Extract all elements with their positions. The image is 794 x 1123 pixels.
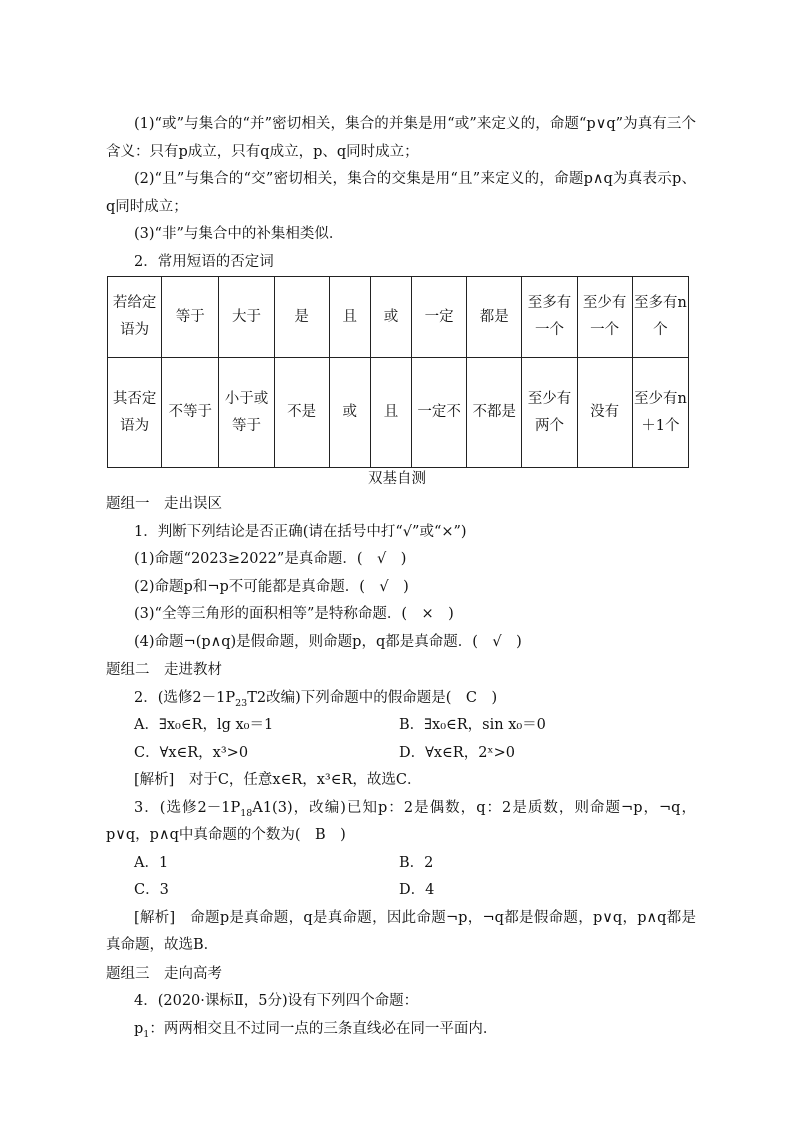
- section-2-title: 2．常用短语的否定词: [134, 253, 274, 270]
- question-1-item: (1)命题“2023≥2022”是真命题．( √ ): [134, 551, 407, 567]
- question-2-options-row-2: [106, 740, 696, 768]
- option-d: D．∀x∈R，2ˣ>0: [399, 744, 515, 761]
- question-1-item: (2)命题p和¬p不可能都是真命题．( √ ): [134, 578, 409, 595]
- p1-label: p: [134, 1020, 144, 1037]
- question-3-analysis: [解析] 命题p是真命题，q是真命题，因此命题¬p，¬q都是假命题，p∨q，p∧q都是真命题，故选B．: [106, 909, 696, 953]
- table-cell: 等于: [162, 277, 219, 358]
- question-1: 1．判断下列结论是否正确(请在括号中打“√”或“×”): [134, 523, 467, 540]
- table-row-negation: [108, 358, 689, 468]
- intro-paragraph-3: (3)“非”与集合中的补集相类似．: [134, 226, 344, 242]
- intro-paragraph-1: (1)“或”与集合的“并”密切相关，集合的并集是用“或”来定义的，命题“p∨q”为真有三个含义：只有p成立，只有q成立，p、q同时成立；: [106, 116, 696, 160]
- table-cell: 至少有两个: [522, 358, 577, 468]
- table-cell: 不都是: [467, 358, 522, 468]
- question-1-item: (4)命题¬(p∧q)是假命题，则命题p，q都是真命题．( √ ): [134, 633, 522, 650]
- question-2-suffix: T2改编)下列命题中的假命题是( C ): [247, 689, 498, 706]
- section-caption: 双基自测: [368, 471, 426, 487]
- question-2-page-sub: 23: [235, 697, 248, 709]
- option-c: C．∀x∈R，x³>0: [134, 744, 249, 761]
- p1-sub: 1: [143, 1028, 150, 1040]
- table-cell: 且: [329, 277, 370, 358]
- p1-text: ：两两相交且不过同一点的三条直线必在同一平面内．: [149, 1020, 498, 1037]
- option-a: A．1: [134, 854, 169, 871]
- question-3: [106, 795, 696, 850]
- intro-paragraph-2: (2)“且”与集合的“交”密切相关，集合的交集是用“且”来定义的，命题p∧q为真表示p、q同时成立；: [106, 171, 696, 215]
- table-cell: 是: [274, 277, 329, 358]
- table-cell: 至少有一个: [577, 277, 632, 358]
- table-cell: 都是: [467, 277, 522, 358]
- table-cell: 或: [329, 358, 370, 468]
- question-1-item: (3)“全等三角形的面积相等”是特称命题．( × ): [134, 606, 454, 622]
- table-cell: 一定不: [412, 358, 467, 468]
- table-row-given: [108, 277, 689, 358]
- question-3-page-sub: 18: [240, 807, 253, 819]
- table-cell: 至少有n＋1个: [632, 358, 688, 468]
- table-cell: 至多有n个: [632, 277, 688, 358]
- table-cell: 不是: [274, 358, 329, 468]
- question-3-prefix: 3．(选修2－1P: [134, 799, 241, 816]
- document-content: [106, 111, 696, 1043]
- table-cell: 一定: [412, 277, 467, 358]
- question-2-options-row-1: [106, 712, 696, 740]
- table-cell: 大于: [219, 277, 274, 358]
- negation-table: [107, 276, 689, 468]
- group-1-title: 题组一 走出误区: [106, 496, 222, 512]
- group-2-title: 题组二 走进教材: [106, 662, 222, 678]
- table-cell: 其否定语为: [108, 358, 162, 468]
- question-2-prefix: 2．(选修2－1P: [134, 689, 236, 706]
- question-3-suffix: A1(3)，改编)已知p：2是偶数，q：2是质数，则命题¬p，¬q，p∨q，p∧q中真命题的个数为( B ): [106, 799, 696, 843]
- question-3-options-row-1: [106, 850, 696, 878]
- question-3-options-row-2: [106, 877, 696, 905]
- question-2: [106, 685, 696, 713]
- table-cell: 不等于: [162, 358, 219, 468]
- table-cell: 小于或等于: [219, 358, 274, 468]
- option-d: D．4: [399, 882, 435, 898]
- table-cell: 若给定语为: [108, 277, 162, 358]
- option-b: B．∃x₀∈R，sin x₀＝0: [399, 717, 546, 733]
- question-4: 4．(2020·课标Ⅱ，5分)设有下列四个命题：: [134, 993, 419, 1009]
- table-cell: 没有: [577, 358, 632, 468]
- option-c: C．3: [134, 882, 169, 898]
- table-cell: 或: [370, 277, 411, 358]
- table-cell: 且: [370, 358, 411, 468]
- group-3-title: 题组三 走向高考: [106, 965, 222, 982]
- proposition-p1: [106, 1016, 696, 1044]
- question-2-analysis: [解析] 对于C，任意x∈R，x³∈R，故选C．: [134, 772, 422, 788]
- option-a: A．∃x₀∈R，lg x₀＝1: [134, 717, 274, 733]
- option-b: B．2: [399, 854, 434, 871]
- table-cell: 至多有一个: [522, 277, 577, 358]
